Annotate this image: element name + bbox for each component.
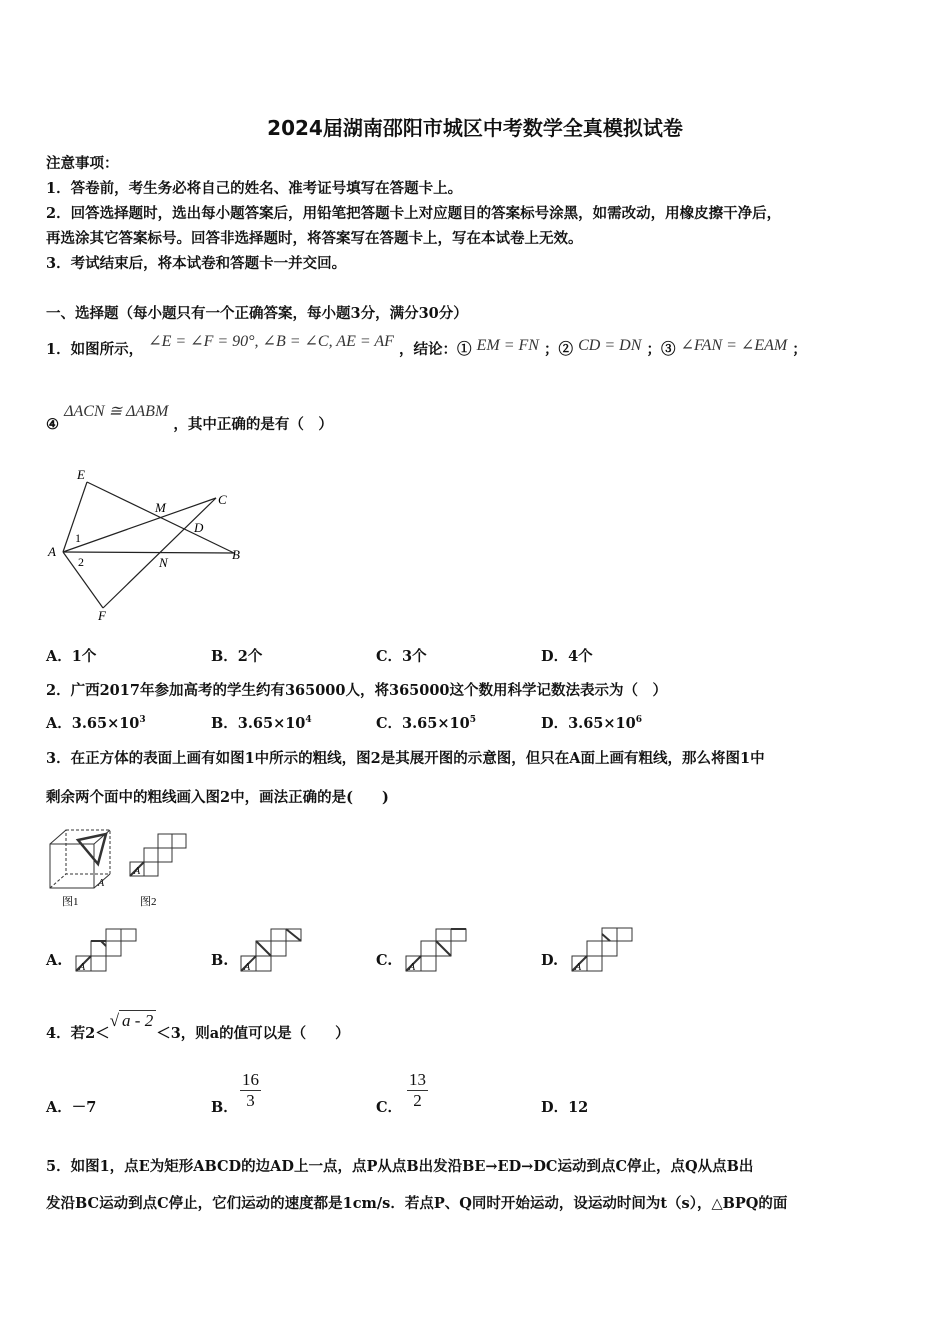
label-A: A [48, 544, 56, 559]
svg-text:A: A [98, 878, 105, 889]
q1-option-a: A．1个 [46, 648, 97, 665]
label-M: M [155, 500, 166, 515]
q3-net-d [570, 926, 638, 974]
q5-line2: 发沿BC运动到点C停止，它们运动的速度都是1cm/s．若点P、Q同时开始运动，设运动时间为t（s），△BPQ的面 [46, 1195, 788, 1212]
q1-c4: ΔACN ≅ ΔABM [64, 403, 169, 420]
q1-c4-label: ④ [46, 416, 59, 433]
q4-option-a: A．－7 [46, 1099, 97, 1116]
q1-c3: ∠FAN = ∠EAM [680, 337, 788, 354]
section-heading: 一、选择题（每小题只有一个正确答案，每小题3分，满分30分） [46, 305, 468, 322]
q1-c2: CD = DN [578, 337, 642, 354]
q1-option-d: D．4个 [541, 648, 593, 665]
q1-option-c: C．3个 [376, 648, 427, 665]
svg-text:A: A [575, 962, 582, 973]
q1-suffix: ，其中正确的是有（ ） [173, 416, 333, 433]
q4-line [46, 1011, 350, 1043]
notice-item-1: 1．答卷前，考生务必将自己的姓名、准考证号填写在答题卡上。 [46, 180, 463, 197]
q2-text: 2．广西2017年参加高考的学生约有365000人，将365000这个数用科学记数法表示为（ ） [46, 682, 668, 699]
q1-sep3: ；③ [646, 341, 676, 358]
q4-frac-b: $\frac{16}{3}$ [242, 1070, 259, 1110]
q1-sep2: ；② [544, 341, 574, 358]
angle-2: 2 [78, 555, 84, 569]
q4-option-d: D．12 [541, 1099, 589, 1116]
q4-suffix: ＜3，则a的值可以是（ ） [156, 1025, 350, 1042]
q4-option-c: C． [376, 1099, 403, 1116]
notice-heading: 注意事项： [46, 155, 119, 172]
svg-text:A: A [244, 962, 251, 973]
q2-option-c: C．$3.65\times 10^5$ [376, 715, 476, 732]
q2-option-d: D．$3.65\times 10^6$ [541, 715, 642, 732]
svg-text:A: A [134, 866, 141, 877]
label-E: E [77, 467, 85, 482]
label-B: B [232, 547, 240, 562]
notice-item-2-cont: 再选涂其它答案标号。回答非选择题时，将答案写在答题卡上，写在本试卷上无效。 [46, 230, 583, 247]
q1-line2 [46, 403, 333, 434]
label-N: N [159, 555, 168, 570]
label-D: D [194, 520, 204, 535]
fig2-caption: 图2 [140, 896, 157, 908]
q1-prefix: 1．如图所示， [46, 341, 144, 358]
q4-frac-c: $\frac{13}{2}$ [409, 1070, 426, 1110]
angle-1: 1 [75, 531, 81, 545]
q5-line1: 5．如图1，点E为矩形ABCD的边AD上一点，点P从点B出发沿BE→ED→DC运动到点C停止，点Q从点B出 [46, 1158, 754, 1175]
label-F: F [98, 608, 106, 623]
q3-option-a: A. [46, 952, 63, 969]
q3-figures [40, 826, 200, 910]
q3-net-b [239, 928, 303, 974]
q3-line2: 剩余两个面中的粗线画入图2中，画法正确的是( ) [46, 789, 389, 806]
svg-text:A: A [79, 962, 86, 973]
q1-end3: ； [792, 341, 807, 358]
q4-option-b: B． [211, 1099, 238, 1116]
q3-option-c: C. [376, 952, 393, 969]
q1-c1: EM = FN [476, 337, 539, 354]
notice-item-2: 2．回答选择题时，选出每小题答案后，用铅笔把答题卡上对应题目的答案标号涂黑，如需改动，用橡皮擦干净后， [46, 205, 782, 222]
page-title: 2024届湖南邵阳市城区中考数学全真模拟试卷 [267, 116, 683, 140]
q1-figure [40, 460, 260, 630]
q1-line [46, 333, 807, 359]
q3-net-c [404, 928, 472, 974]
sqrt-expr: √ a - 2 [110, 1011, 157, 1030]
fig1-caption: 图1 [62, 896, 79, 908]
notice-item-3: 3．考试结束后，将本试卷和答题卡一并交回。 [46, 255, 347, 272]
q3-option-d: D. [541, 952, 559, 969]
q2-option-a: A．$3.65\times 10^3$ [46, 715, 146, 732]
label-C: C [218, 492, 227, 507]
q2-option-b: B．$3.65\times 10^4$ [211, 715, 312, 732]
q1-conclusion-label: ，结论：① [399, 341, 472, 358]
q3-net-a [74, 928, 138, 974]
q3-line1: 3．在正方体的表面上画有如图1中所示的粗线，图2是其展开图的示意图，但只在A面上画有粗线，那么将图1中 [46, 750, 765, 767]
q1-option-b: B．2个 [211, 648, 263, 665]
q4-prefix: 4．若2＜ [46, 1025, 110, 1042]
svg-text:A: A [409, 962, 416, 973]
q3-option-b: B. [211, 952, 229, 969]
q1-condition: ∠E = ∠F = 90°, ∠B = ∠C, AE = AF [148, 333, 394, 350]
